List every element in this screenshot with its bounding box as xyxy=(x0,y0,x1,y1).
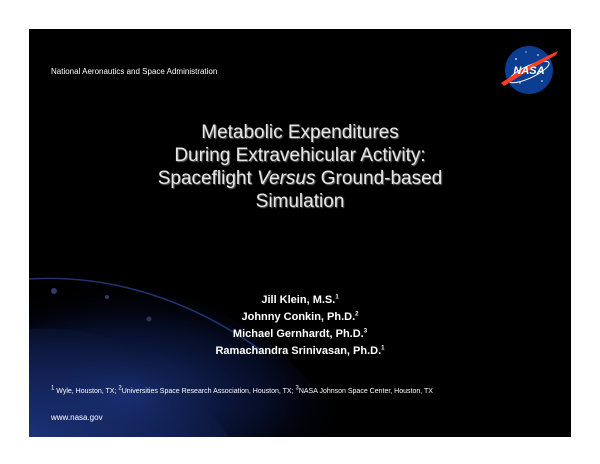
title-line-2: During Extravehicular Activity: xyxy=(174,145,426,166)
author-affiliation-mark: 3 xyxy=(363,328,368,335)
nasa-meatball-logo xyxy=(496,43,562,97)
title-line-3-part-a: Spaceflight xyxy=(157,168,258,189)
affiliations xyxy=(51,385,561,395)
author-name: Jill Klein, M.S. xyxy=(261,294,336,306)
affiliation-text: NASA Johnson Space Center, Houston, TX xyxy=(298,388,433,395)
affiliation-mark: 3 xyxy=(295,385,299,392)
slide-title xyxy=(59,121,541,213)
affiliation-text: Universities Space Research Association, Houston, TX; xyxy=(121,388,296,395)
author-affiliation-mark: 1 xyxy=(381,345,385,352)
author-name: Johnny Conkin, Ph.D. xyxy=(241,311,356,323)
slide xyxy=(29,29,571,437)
affiliation-mark: 2 xyxy=(118,385,122,392)
title-line-3 xyxy=(59,167,541,190)
website-url: www.nasa.gov xyxy=(51,413,103,422)
author-item xyxy=(179,326,421,343)
author-item xyxy=(179,343,421,360)
author-item xyxy=(179,309,421,326)
title-line-4: Simulation xyxy=(255,191,345,212)
author-name: Ramachandra Srinivasan, Ph.D. xyxy=(215,345,382,357)
nasa-logo-text: NASA xyxy=(513,65,545,77)
blue-swoosh-graphic xyxy=(29,29,571,437)
title-line-3-part-c: Ground-based xyxy=(315,168,443,189)
title-line-1: Metabolic Expenditures xyxy=(201,122,399,143)
title-line-3-italic: Versus xyxy=(257,168,316,189)
affiliation-text: Wyle, Houston, TX; xyxy=(54,388,119,395)
author-list xyxy=(179,292,421,360)
author-affiliation-mark: 2 xyxy=(355,311,359,318)
author-item xyxy=(179,292,421,309)
author-affiliation-mark: 1 xyxy=(335,294,339,301)
agency-name: National Aeronautics and Space Administration xyxy=(51,67,218,76)
author-name: Michael Gernhardt, Ph.D. xyxy=(232,328,364,340)
affiliation-mark: 1 xyxy=(51,385,55,392)
